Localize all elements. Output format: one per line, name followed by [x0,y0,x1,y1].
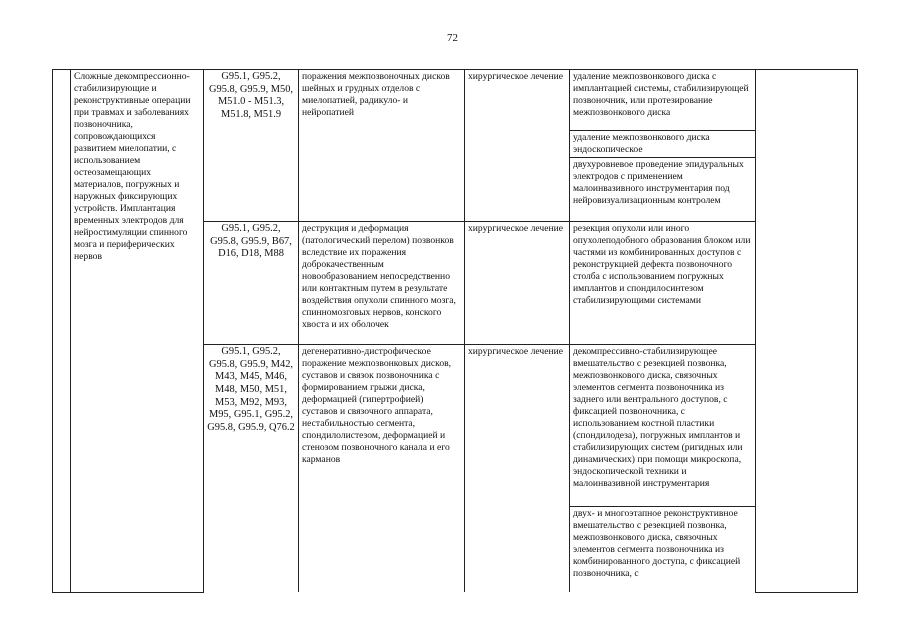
method-cell: резекция опухоли или иного опухолеподобного образования блоком или частями из комбинированных доступов с реконструкцией дефекта позвоночного столба с использованием погружных имплантов и спондилосинтезом стабилизирующими системами [570,221,756,344]
treatment-cell: хирургическое лечение [465,344,570,592]
table-row [53,70,858,131]
treatment-cell: хирургическое лечение [465,70,570,222]
treatment-cell: хирургическое лечение [465,221,570,344]
number-cell [53,70,71,593]
method-cell: двух- и многоэтапное реконструктивное вмешательство с резекцией позвонка, межпозвонкового диска, связочных элементов сегмента позвоночника из комбинированного доступа, с фиксацией позвоночника, с [570,506,756,592]
method-cell: удаление межпозвонкового диска эндоскопическое [570,131,756,158]
method-cell: декомпрессивно-стабилизирующее вмешательство с резекцией позвонка, межпозвонкового диска, связочных элементов сегмента позвоночника из заднего или вентрального доступов, с фиксацией позвоночника, с использованием костной пластики (спондилодеза), погружных имплантов и стабилизирующих систем (ригидных или динамических) при помощи микроскопа, эндоскопической техники и малоинвазивной инструментария [570,344,756,506]
treatment-table [52,69,858,593]
extra-cell [756,70,858,593]
model-cell: деструкция и деформация (патологический перелом) позвонков вследствие их поражения доброкачественным новообразованием непосредственно или контактным путем в результате воздействия опухоли спинного мозга, спинномозговых нервов, конского хвоста и их оболочек [299,221,465,344]
model-cell: дегенеративно-дистрофическое поражение межпозвонковых дисков, суставов и связок позвоночника с формированием грыжи диска, деформацией (гипертрофией) суставов и связочного аппарата, нестабильностью сегмента, спондилолистезом, деформацией и стенозом позвоночного канала и его карманов [299,344,465,592]
model-cell: поражения межпозвоночных дисков шейных и грудных отделов с миелопатией, радикуло- и нейропатией [299,70,465,222]
codes-cell: G95.1, G95.2, G95.8, G95.9, M50, M51.0 - M51.3, M51.8, M51.9 [204,70,299,222]
group-name-cell: Сложные декомпрессионно-стабилизирующие и реконструктивные операции при травмах и заболеваниях позвоночника, сопровождающихся развитием миелопатии, с использованием остеозамещающих материалов, погружных и наружных фиксирующих устройств. Имплантация временных электродов для нейростимуляции спинного мозга и периферических нервов [71,70,204,593]
method-cell: двухуровневое проведение эпидуральных электродов с применением малоинвазивного инструментария под нейровизуализационным контролем [570,157,756,221]
method-cell: удаление межпозвонкового диска с имплантацией системы, стабилизирующей позвоночник, или протезирование межпозвонкового диска [570,70,756,131]
codes-cell: G95.1, G95.2, G95.8, G95.9, B67, D16, D18, M88 [204,221,299,344]
codes-cell: G95.1, G95.2, G95.8, G95.9, M42, M43, M45, M46, M48, M50, M51, M53, M92, M93, M95, G95.1, G95.2, G95.8, G95.9, Q76.2 [204,344,299,592]
page-number: 72 [447,32,458,44]
